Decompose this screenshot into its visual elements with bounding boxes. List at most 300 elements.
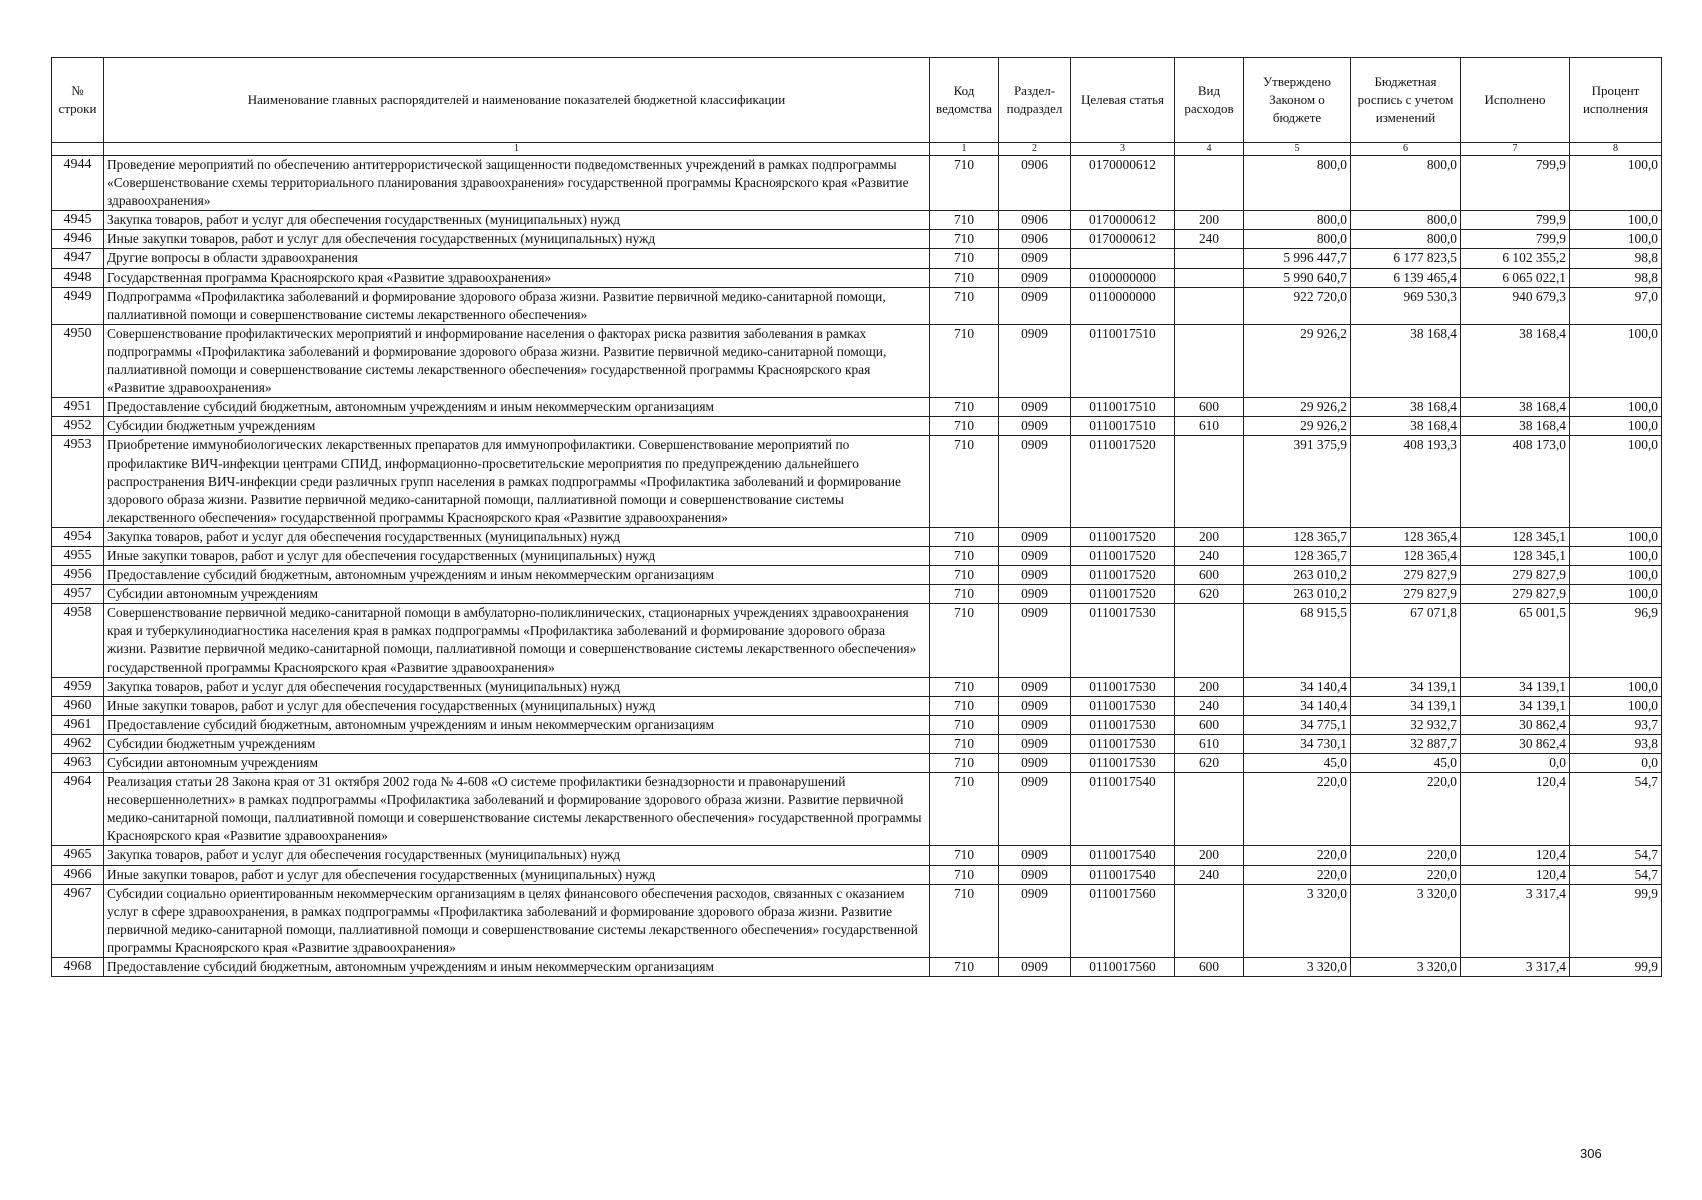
row-budget: 800,0 (1351, 211, 1461, 230)
row-target-article: 0110017560 (1071, 884, 1175, 957)
row-percent: 100,0 (1570, 527, 1662, 546)
row-percent: 100,0 (1570, 417, 1662, 436)
row-expense-type: 600 (1175, 398, 1244, 417)
table-row (52, 268, 1662, 287)
row-budget: 279 827,9 (1351, 566, 1461, 585)
row-dept-code: 710 (930, 604, 999, 677)
row-number: 4954 (52, 527, 104, 546)
row-executed: 799,9 (1461, 230, 1570, 249)
row-number: 4949 (52, 287, 104, 324)
row-expense-type: 600 (1175, 715, 1244, 734)
row-target-article: 0110017530 (1071, 715, 1175, 734)
row-target-article: 0110017530 (1071, 696, 1175, 715)
row-expense-type: 240 (1175, 546, 1244, 565)
row-target-article: 0110017520 (1071, 566, 1175, 585)
header-budget: Бюджетная роспись с учетом изменений (1351, 58, 1461, 143)
row-approved: 34 775,1 (1244, 715, 1351, 734)
row-name: Предоставление субсидий бюджетным, автономным учреждениям и иным некоммерческим организациям (104, 715, 930, 734)
row-dept-code: 710 (930, 715, 999, 734)
row-expense-type (1175, 884, 1244, 957)
row-section: 0909 (999, 696, 1071, 715)
row-executed: 34 139,1 (1461, 677, 1570, 696)
row-approved: 263 010,2 (1244, 566, 1351, 585)
row-budget: 6 139 465,4 (1351, 268, 1461, 287)
row-name: Иные закупки товаров, работ и услуг для обеспечения государственных (муниципальных) нужд (104, 230, 930, 249)
row-dept-code: 710 (930, 436, 999, 527)
row-name: Совершенствование первичной медико-санитарной помощи в амбулаторно-поликлинических, стационарных учреждениях здравоохранения края и туберкулинодиагностика населения края в рамках подпрограммы «Профилактика заболеваний и формирование здорового образа жизни. Развитие первичной медико-санитарной помощи, паллиативной помощи и совершенствование системы лекарственного обеспечения» государственной программы Красноярского края «Развитие здравоохранения» (104, 604, 930, 677)
row-executed: 408 173,0 (1461, 436, 1570, 527)
row-name: Государственная программа Красноярского края «Развитие здравоохранения» (104, 268, 930, 287)
row-executed: 38 168,4 (1461, 398, 1570, 417)
row-name: Иные закупки товаров, работ и услуг для обеспечения государственных (муниципальных) нужд (104, 546, 930, 565)
row-expense-type: 240 (1175, 865, 1244, 884)
row-budget: 220,0 (1351, 773, 1461, 846)
row-approved: 220,0 (1244, 846, 1351, 865)
row-dept-code: 710 (930, 211, 999, 230)
row-executed: 120,4 (1461, 773, 1570, 846)
row-section: 0909 (999, 585, 1071, 604)
row-expense-type: 200 (1175, 677, 1244, 696)
header-row (52, 58, 1662, 143)
row-percent: 93,7 (1570, 715, 1662, 734)
row-approved: 800,0 (1244, 156, 1351, 211)
row-name: Субсидии автономным учреждениям (104, 585, 930, 604)
row-number: 4959 (52, 677, 104, 696)
row-number: 4952 (52, 417, 104, 436)
row-percent: 98,8 (1570, 268, 1662, 287)
row-section: 0909 (999, 865, 1071, 884)
row-number: 4962 (52, 734, 104, 753)
row-executed: 38 168,4 (1461, 324, 1570, 397)
row-executed: 3 317,4 (1461, 884, 1570, 957)
row-executed: 6 065 022,1 (1461, 268, 1570, 287)
row-section: 0909 (999, 884, 1071, 957)
row-name: Другие вопросы в области здравоохранения (104, 249, 930, 268)
row-budget: 800,0 (1351, 230, 1461, 249)
table-row (52, 436, 1662, 527)
row-dept-code: 710 (930, 734, 999, 753)
row-name: Иные закупки товаров, работ и услуг для обеспечения государственных (муниципальных) нужд (104, 696, 930, 715)
row-target-article: 0110017520 (1071, 436, 1175, 527)
row-target-article: 0100000000 (1071, 268, 1175, 287)
table-row (52, 696, 1662, 715)
row-approved: 922 720,0 (1244, 287, 1351, 324)
row-budget: 32 887,7 (1351, 734, 1461, 753)
row-name: Закупка товаров, работ и услуг для обеспечения государственных (муниципальных) нужд (104, 527, 930, 546)
row-number: 4947 (52, 249, 104, 268)
row-name: Субсидии бюджетным учреждениям (104, 734, 930, 753)
row-budget: 279 827,9 (1351, 585, 1461, 604)
row-budget: 220,0 (1351, 865, 1461, 884)
budget-table-sheet (51, 57, 1661, 977)
row-expense-type (1175, 324, 1244, 397)
row-section: 0909 (999, 734, 1071, 753)
row-number: 4950 (52, 324, 104, 397)
row-expense-type: 200 (1175, 846, 1244, 865)
row-name: Предоставление субсидий бюджетным, автономным учреждениям и иным некоммерческим организациям (104, 398, 930, 417)
row-name: Совершенствование профилактических мероприятий и информирование населения о факторах риска развития заболевания в рамках подпрограммы «Профилактика заболеваний и формирование здорового образа жизни. Развитие первичной медико-санитарной помощи, паллиативной помощи и совершенствование системы лекарственного обеспечения» государственной программы Красноярского края «Развитие здравоохранения» (104, 324, 930, 397)
row-section: 0909 (999, 527, 1071, 546)
row-target-article: 0170000612 (1071, 156, 1175, 211)
row-number: 4951 (52, 398, 104, 417)
col-number: 6 (1351, 143, 1461, 156)
row-name: Субсидии социально ориентированным некоммерческим организациям в целях финансового обеспечения расходов, связанных с оказанием услуг в сфере здравоохранения, в рамках подпрограммы «Профилактика заболеваний и формирование здорового образа жизни. Развитие первичной медико-санитарной помощи, паллиативной помощи и совершенствование системы лекарственного обеспечения» государственной программы Красноярского края «Развитие здравоохранения» (104, 884, 930, 957)
row-target-article: 0110017540 (1071, 773, 1175, 846)
row-dept-code: 710 (930, 958, 999, 977)
row-name: Закупка товаров, работ и услуг для обеспечения государственных (муниципальных) нужд (104, 677, 930, 696)
row-budget: 38 168,4 (1351, 324, 1461, 397)
row-percent: 54,7 (1570, 773, 1662, 846)
row-section: 0909 (999, 958, 1071, 977)
header-section: Раздел-подраздел (999, 58, 1071, 143)
row-percent: 0,0 (1570, 754, 1662, 773)
row-number: 4960 (52, 696, 104, 715)
row-target-article: 0110017530 (1071, 604, 1175, 677)
table-row (52, 417, 1662, 436)
row-approved: 29 926,2 (1244, 324, 1351, 397)
header-target: Целевая статья (1071, 58, 1175, 143)
table-row (52, 715, 1662, 734)
row-section: 0909 (999, 398, 1071, 417)
row-executed: 30 862,4 (1461, 715, 1570, 734)
row-expense-type (1175, 249, 1244, 268)
row-number: 4948 (52, 268, 104, 287)
col-number: 2 (999, 143, 1071, 156)
table-row (52, 846, 1662, 865)
row-expense-type: 600 (1175, 566, 1244, 585)
row-expense-type: 600 (1175, 958, 1244, 977)
col-number: 5 (1244, 143, 1351, 156)
row-dept-code: 710 (930, 527, 999, 546)
row-executed: 128 345,1 (1461, 527, 1570, 546)
row-percent: 93,8 (1570, 734, 1662, 753)
row-expense-type (1175, 773, 1244, 846)
row-name: Предоставление субсидий бюджетным, автономным учреждениям и иным некоммерческим организациям (104, 958, 930, 977)
row-approved: 263 010,2 (1244, 585, 1351, 604)
row-executed: 799,9 (1461, 156, 1570, 211)
table-body (52, 156, 1662, 977)
row-dept-code: 710 (930, 268, 999, 287)
row-executed: 940 679,3 (1461, 287, 1570, 324)
col-number: 1 (930, 143, 999, 156)
row-percent: 99,9 (1570, 958, 1662, 977)
row-dept-code: 710 (930, 156, 999, 211)
row-number: 4961 (52, 715, 104, 734)
row-expense-type (1175, 156, 1244, 211)
row-expense-type: 200 (1175, 527, 1244, 546)
table-row (52, 230, 1662, 249)
row-dept-code: 710 (930, 696, 999, 715)
header-expense: Вид расходов (1175, 58, 1244, 143)
row-dept-code: 710 (930, 773, 999, 846)
row-name: Субсидии автономным учреждениям (104, 754, 930, 773)
row-target-article: 0110017510 (1071, 417, 1175, 436)
row-executed: 6 102 355,2 (1461, 249, 1570, 268)
row-name: Закупка товаров, работ и услуг для обеспечения государственных (муниципальных) нужд (104, 846, 930, 865)
row-approved: 800,0 (1244, 211, 1351, 230)
row-dept-code: 710 (930, 865, 999, 884)
row-executed: 0,0 (1461, 754, 1570, 773)
row-budget: 128 365,4 (1351, 527, 1461, 546)
row-section: 0906 (999, 211, 1071, 230)
table-row (52, 287, 1662, 324)
row-percent: 100,0 (1570, 566, 1662, 585)
row-approved: 68 915,5 (1244, 604, 1351, 677)
row-budget: 45,0 (1351, 754, 1461, 773)
row-approved: 5 990 640,7 (1244, 268, 1351, 287)
row-percent: 96,9 (1570, 604, 1662, 677)
row-executed: 279 827,9 (1461, 566, 1570, 585)
row-number: 4946 (52, 230, 104, 249)
row-dept-code: 710 (930, 585, 999, 604)
row-target-article: 0110017530 (1071, 754, 1175, 773)
table-row (52, 773, 1662, 846)
row-percent: 100,0 (1570, 230, 1662, 249)
row-percent: 97,0 (1570, 287, 1662, 324)
header-dept: Код ведомства (930, 58, 999, 143)
row-percent: 100,0 (1570, 696, 1662, 715)
header-percent: Процент исполнения (1570, 58, 1662, 143)
row-number: 4967 (52, 884, 104, 957)
col-number (52, 143, 104, 156)
row-executed: 34 139,1 (1461, 696, 1570, 715)
row-approved: 800,0 (1244, 230, 1351, 249)
col-number: 8 (1570, 143, 1662, 156)
page-number: 306 (1580, 1146, 1602, 1161)
row-target-article: 0110017520 (1071, 546, 1175, 565)
row-percent: 100,0 (1570, 546, 1662, 565)
row-expense-type (1175, 268, 1244, 287)
row-expense-type: 610 (1175, 417, 1244, 436)
row-name: Реализация статьи 28 Закона края от 31 октября 2002 года № 4-608 «О системе профилактики безнадзорности и правонарушений несовершеннолетних» в рамках подпрограммы «Профилактика заболеваний и формирование здорового образа жизни. Развитие первичной медико-санитарной помощи, паллиативной помощи и совершенствование системы лекарственного обеспечения» государственной программы Красноярского края «Развитие здравоохранения» (104, 773, 930, 846)
row-expense-type (1175, 287, 1244, 324)
row-target-article: 0110017510 (1071, 324, 1175, 397)
row-executed: 38 168,4 (1461, 417, 1570, 436)
row-executed: 120,4 (1461, 846, 1570, 865)
row-section: 0909 (999, 287, 1071, 324)
row-target-article: 0110000000 (1071, 287, 1175, 324)
row-approved: 5 996 447,7 (1244, 249, 1351, 268)
row-number: 4963 (52, 754, 104, 773)
row-dept-code: 710 (930, 249, 999, 268)
row-budget: 38 168,4 (1351, 417, 1461, 436)
row-dept-code: 710 (930, 754, 999, 773)
row-dept-code: 710 (930, 677, 999, 696)
row-executed: 30 862,4 (1461, 734, 1570, 753)
row-approved: 34 140,4 (1244, 677, 1351, 696)
table-row (52, 527, 1662, 546)
row-executed: 3 317,4 (1461, 958, 1570, 977)
row-budget: 128 365,4 (1351, 546, 1461, 565)
row-approved: 391 375,9 (1244, 436, 1351, 527)
row-section: 0906 (999, 156, 1071, 211)
row-section: 0909 (999, 546, 1071, 565)
row-section: 0909 (999, 324, 1071, 397)
row-budget: 220,0 (1351, 846, 1461, 865)
row-number: 4944 (52, 156, 104, 211)
header-executed: Исполнено (1461, 58, 1570, 143)
table-row (52, 754, 1662, 773)
row-number: 4955 (52, 546, 104, 565)
row-target-article: 0110017530 (1071, 734, 1175, 753)
row-budget: 408 193,3 (1351, 436, 1461, 527)
row-dept-code: 710 (930, 417, 999, 436)
row-target-article: 0170000612 (1071, 230, 1175, 249)
row-budget: 3 320,0 (1351, 884, 1461, 957)
table-row (52, 156, 1662, 211)
row-section: 0906 (999, 230, 1071, 249)
row-approved: 220,0 (1244, 773, 1351, 846)
row-expense-type: 620 (1175, 754, 1244, 773)
row-budget: 67 071,8 (1351, 604, 1461, 677)
row-section: 0909 (999, 846, 1071, 865)
table-row (52, 585, 1662, 604)
row-approved: 29 926,2 (1244, 398, 1351, 417)
row-budget: 800,0 (1351, 156, 1461, 211)
row-dept-code: 710 (930, 566, 999, 585)
row-dept-code: 710 (930, 324, 999, 397)
col-number: 3 (1071, 143, 1175, 156)
row-target-article: 0110017560 (1071, 958, 1175, 977)
row-name: Приобретение иммунобиологических лекарственных препаратов для иммунопрофилактики. Совершенствование мероприятий по профилактике ВИЧ-инфекции центрами СПИД, информационно-просветительские мероприятия по предупреждению дальнейшего распространения ВИЧ-инфекции среди различных групп населения в рамках подпрограммы «Профилактика заболеваний и формирование здорового образа жизни. Развитие первичной медико-санитарной помощи, паллиативной помощи и совершенствование системы лекарственного обеспечения» государственной программы Красноярского края «Развитие здравоохранения» (104, 436, 930, 527)
table-row (52, 546, 1662, 565)
row-section: 0909 (999, 604, 1071, 677)
table-row (52, 734, 1662, 753)
row-percent: 100,0 (1570, 677, 1662, 696)
row-budget: 32 932,7 (1351, 715, 1461, 734)
table-row (52, 211, 1662, 230)
row-target-article: 0110017540 (1071, 865, 1175, 884)
row-budget: 38 168,4 (1351, 398, 1461, 417)
col-number: 7 (1461, 143, 1570, 156)
row-approved: 220,0 (1244, 865, 1351, 884)
row-number: 4957 (52, 585, 104, 604)
row-expense-type (1175, 436, 1244, 527)
table-row (52, 398, 1662, 417)
row-target-article: 0110017510 (1071, 398, 1175, 417)
row-expense-type: 620 (1175, 585, 1244, 604)
row-dept-code: 710 (930, 884, 999, 957)
col-number: 4 (1175, 143, 1244, 156)
budget-table (51, 57, 1662, 977)
row-approved: 3 320,0 (1244, 884, 1351, 957)
row-number: 4964 (52, 773, 104, 846)
row-percent: 100,0 (1570, 398, 1662, 417)
row-approved: 128 365,7 (1244, 546, 1351, 565)
row-name: Подпрограмма «Профилактика заболеваний и формирование здорового образа жизни. Развитие первичной медико-санитарной помощи, паллиативной помощи и совершенствование системы лекарственного обеспечения» (104, 287, 930, 324)
header-no: № строки (52, 58, 104, 143)
row-budget: 6 177 823,5 (1351, 249, 1461, 268)
row-number: 4945 (52, 211, 104, 230)
row-section: 0909 (999, 754, 1071, 773)
row-expense-type: 240 (1175, 696, 1244, 715)
row-name: Субсидии бюджетным учреждениям (104, 417, 930, 436)
row-name: Проведение мероприятий по обеспечению антитеррористической защищенности подведомственных учреждений в рамках подпрограммы «Совершенствование схемы территориального планирования здравоохранения» государственной программы Красноярского края «Развитие здравоохранения» (104, 156, 930, 211)
col-number: 1 (104, 143, 930, 156)
row-number: 4966 (52, 865, 104, 884)
row-expense-type: 200 (1175, 211, 1244, 230)
row-dept-code: 710 (930, 546, 999, 565)
row-executed: 65 001,5 (1461, 604, 1570, 677)
row-number: 4968 (52, 958, 104, 977)
header-name: Наименование главных распорядителей и наименование показателей бюджетной классификации (104, 58, 930, 143)
row-percent: 54,7 (1570, 846, 1662, 865)
row-section: 0909 (999, 249, 1071, 268)
row-number: 4956 (52, 566, 104, 585)
row-approved: 34 140,4 (1244, 696, 1351, 715)
row-dept-code: 710 (930, 846, 999, 865)
table-row (52, 324, 1662, 397)
row-executed: 799,9 (1461, 211, 1570, 230)
column-number-row (52, 143, 1662, 156)
row-target-article: 0170000612 (1071, 211, 1175, 230)
row-dept-code: 710 (930, 398, 999, 417)
row-executed: 128 345,1 (1461, 546, 1570, 565)
row-budget: 34 139,1 (1351, 677, 1461, 696)
table-row (52, 884, 1662, 957)
row-budget: 969 530,3 (1351, 287, 1461, 324)
row-percent: 100,0 (1570, 156, 1662, 211)
row-section: 0909 (999, 566, 1071, 585)
row-target-article: 0110017520 (1071, 527, 1175, 546)
row-percent: 100,0 (1570, 324, 1662, 397)
row-approved: 29 926,2 (1244, 417, 1351, 436)
row-section: 0909 (999, 268, 1071, 287)
table-row (52, 604, 1662, 677)
row-target-article: 0110017530 (1071, 677, 1175, 696)
header-approved: Утверждено Законом о бюджете (1244, 58, 1351, 143)
row-name: Иные закупки товаров, работ и услуг для обеспечения государственных (муниципальных) нужд (104, 865, 930, 884)
row-percent: 98,8 (1570, 249, 1662, 268)
table-row (52, 249, 1662, 268)
row-number: 4953 (52, 436, 104, 527)
row-dept-code: 710 (930, 230, 999, 249)
row-approved: 34 730,1 (1244, 734, 1351, 753)
row-percent: 99,9 (1570, 884, 1662, 957)
table-row (52, 566, 1662, 585)
row-section: 0909 (999, 417, 1071, 436)
row-number: 4958 (52, 604, 104, 677)
row-section: 0909 (999, 715, 1071, 734)
row-target-article: 0110017520 (1071, 585, 1175, 604)
row-executed: 120,4 (1461, 865, 1570, 884)
table-row (52, 958, 1662, 977)
row-section: 0909 (999, 436, 1071, 527)
row-expense-type (1175, 604, 1244, 677)
row-expense-type: 610 (1175, 734, 1244, 753)
row-name: Предоставление субсидий бюджетным, автономным учреждениям и иным некоммерческим организациям (104, 566, 930, 585)
row-name: Закупка товаров, работ и услуг для обеспечения государственных (муниципальных) нужд (104, 211, 930, 230)
row-expense-type: 240 (1175, 230, 1244, 249)
row-percent: 54,7 (1570, 865, 1662, 884)
table-row (52, 865, 1662, 884)
row-target-article (1071, 249, 1175, 268)
row-percent: 100,0 (1570, 585, 1662, 604)
row-budget: 34 139,1 (1351, 696, 1461, 715)
row-target-article: 0110017540 (1071, 846, 1175, 865)
row-section: 0909 (999, 773, 1071, 846)
row-percent: 100,0 (1570, 436, 1662, 527)
table-row (52, 677, 1662, 696)
row-executed: 279 827,9 (1461, 585, 1570, 604)
row-percent: 100,0 (1570, 211, 1662, 230)
row-approved: 128 365,7 (1244, 527, 1351, 546)
row-section: 0909 (999, 677, 1071, 696)
row-approved: 45,0 (1244, 754, 1351, 773)
row-number: 4965 (52, 846, 104, 865)
row-dept-code: 710 (930, 287, 999, 324)
row-approved: 3 320,0 (1244, 958, 1351, 977)
